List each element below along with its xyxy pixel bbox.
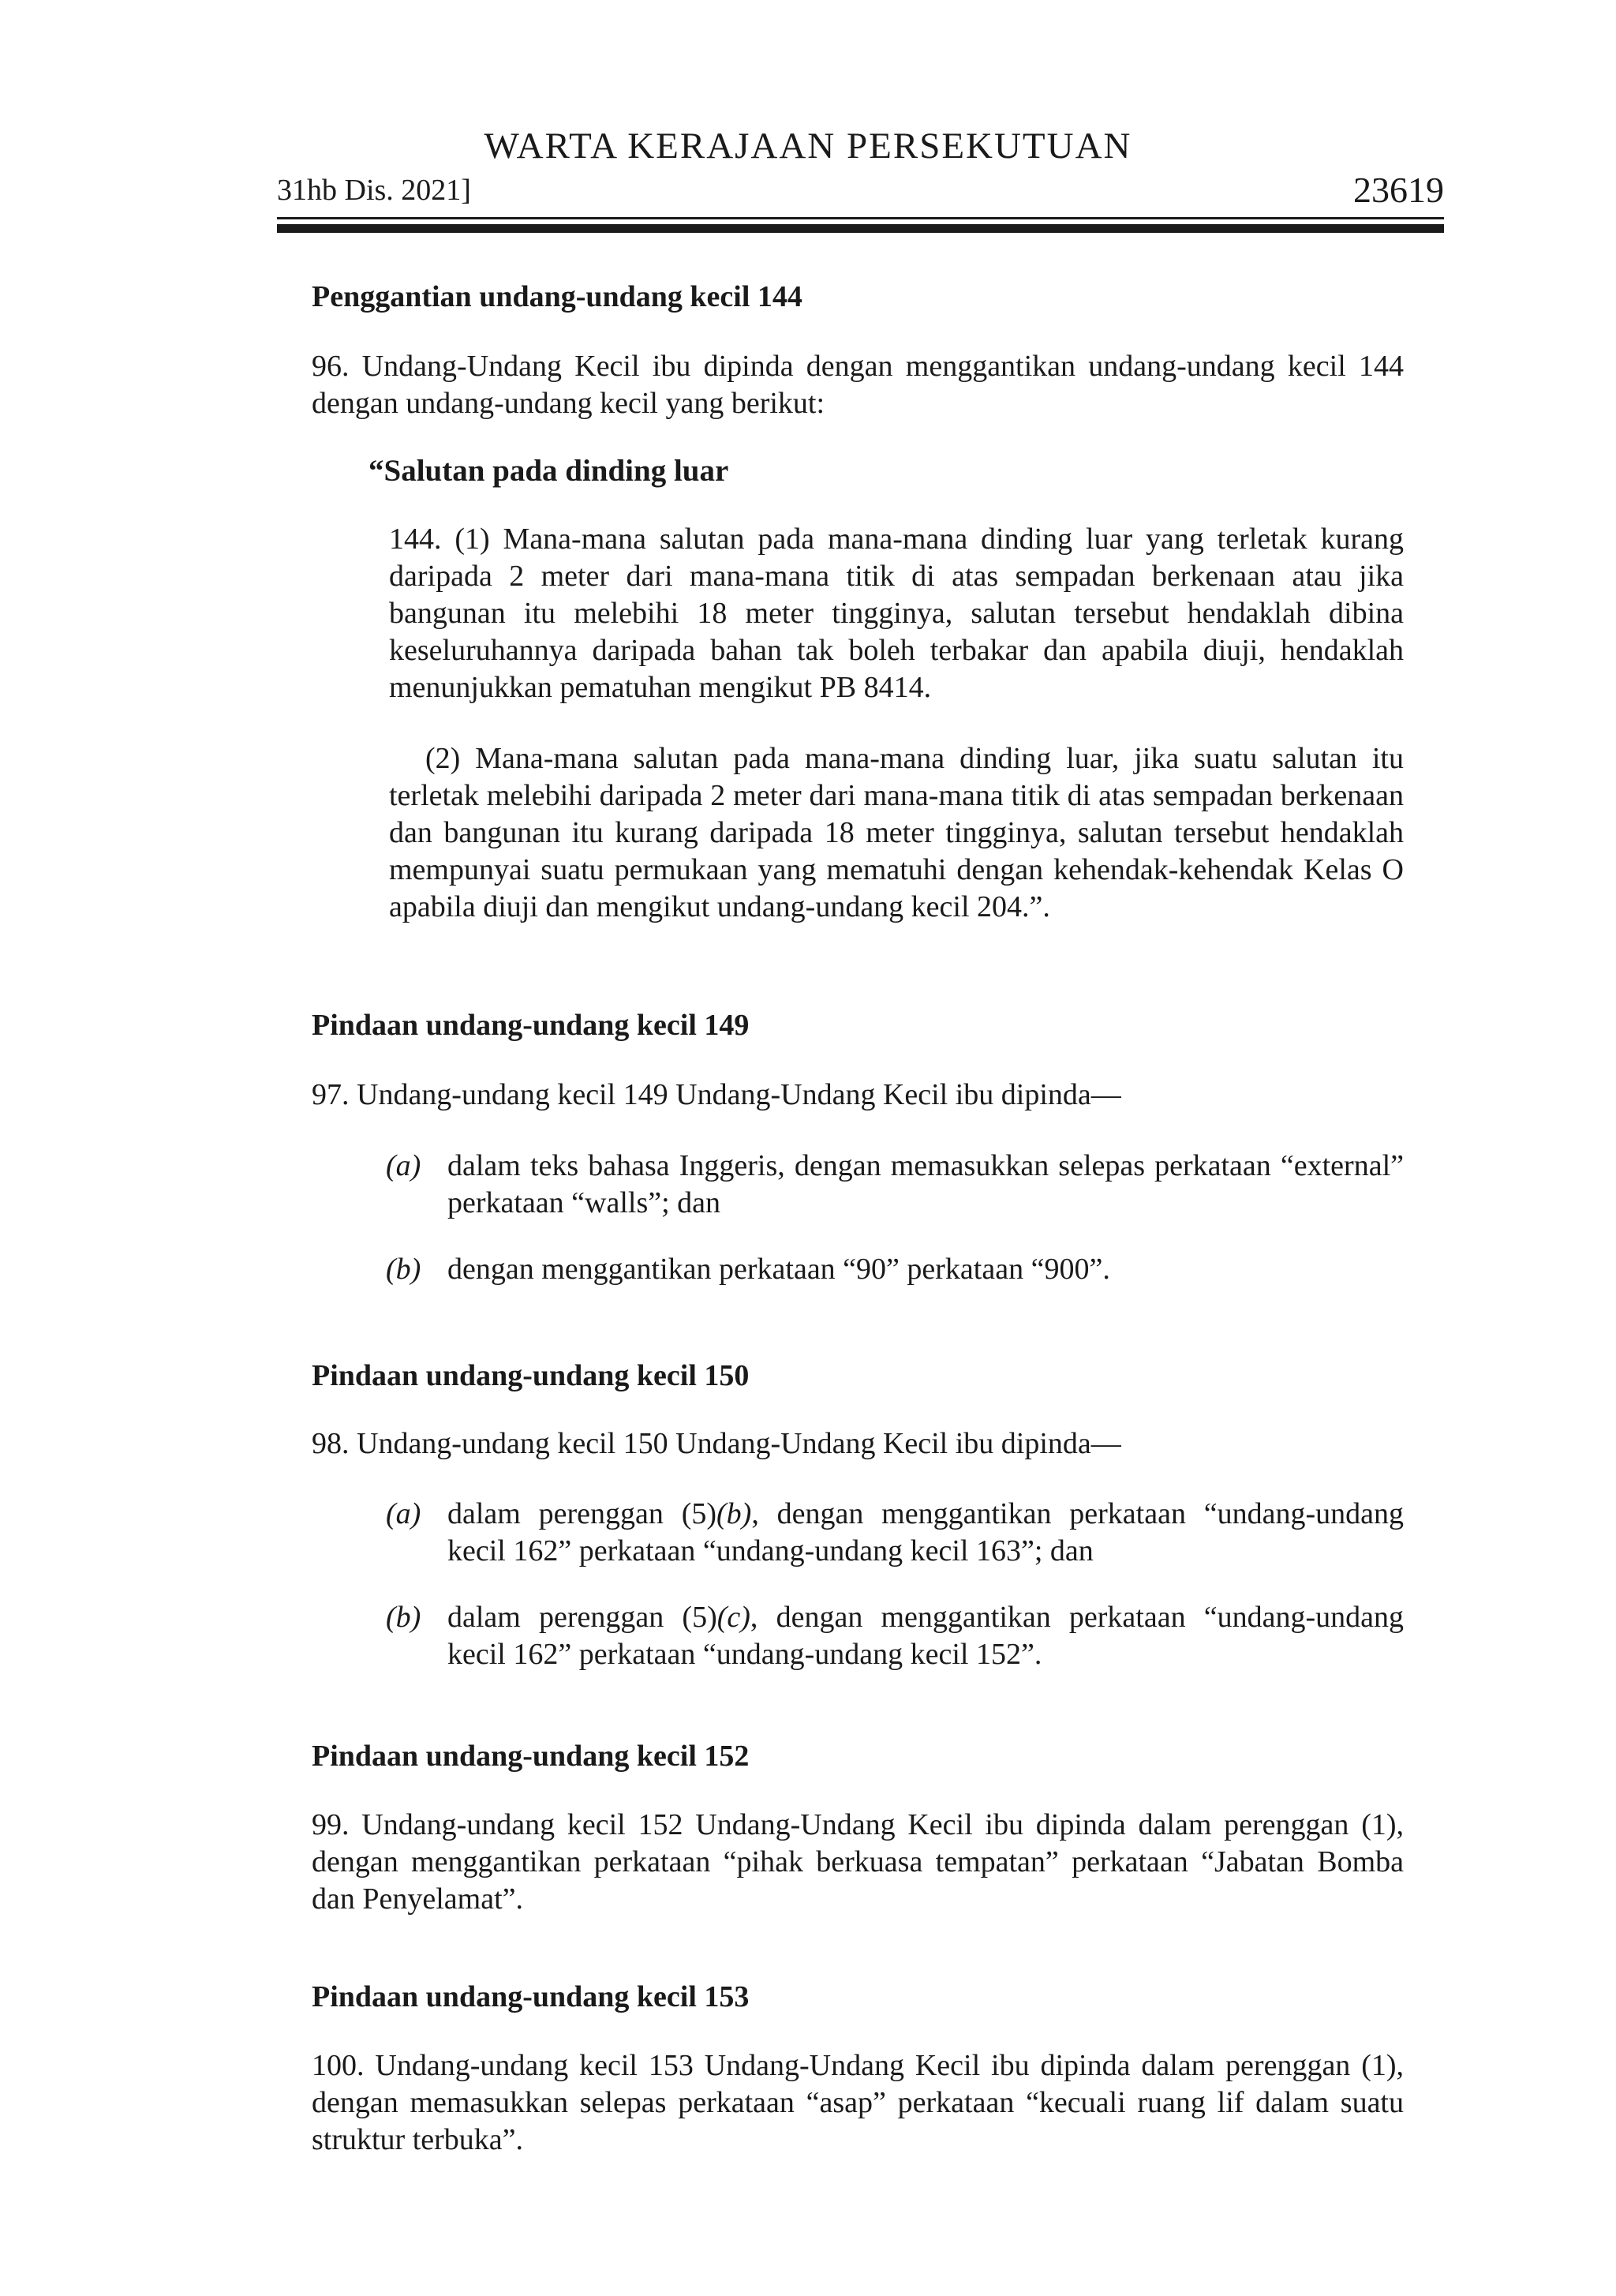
subsection-heading: “Salutan pada dinding luar [368, 454, 729, 488]
section-97-item-b [386, 1251, 1404, 1288]
paragraph-ref: (c) [716, 1601, 750, 1634]
section-99-heading: Pindaan undang-undang kecil 152 [312, 1740, 750, 1773]
item-text [447, 1496, 1404, 1570]
item-label: (b) [386, 1601, 421, 1634]
item-text-pre: dalam perenggan (5) [447, 1497, 717, 1530]
issue-date: 31hb Dis. 2021] [277, 174, 471, 207]
section-98-item-a [386, 1496, 1404, 1570]
gazette-title: WARTA KERAJAAN PERSEKUTUAN [484, 125, 1132, 167]
section-99-text: 99. Undang-undang kecil 152 Undang-Undang Kecil ibu dipinda dalam perenggan (1), dengan menggantikan perkataan “pihak berkuasa tempatan” perkataan “Jabatan Bomba dan Penyelamat”. [312, 1808, 1404, 1916]
section-98-item-b [386, 1599, 1404, 1673]
item-text-post: , dengan menggantikan perkataan “undang-undang kecil 162” perkataan “undang-undang kecil 163”; dan [447, 1497, 1404, 1567]
paragraph-ref: (b) [716, 1497, 752, 1530]
page-number: 23619 [1353, 170, 1444, 210]
bylaw-144-para-2: (2) Mana-mana salutan pada mana-mana dinding luar, jika suatu salutan itu terletak melebihi daripada 2 meter dari mana-mana titik di atas sempadan berkenaan dan bangunan itu kurang daripada 18 meter tingginya, salutan tersebut hendaklah mempunyai suatu permukaan yang mematuhi dengan kehendak-kehendak Kelas O apabila diuji dan mengikut undang-undang kecil 204.”. [389, 742, 1404, 923]
section-96-heading: Penggantian undang-undang kecil 144 [312, 280, 802, 313]
item-text: dengan menggantikan perkataan “90” perkataan “900”. [447, 1253, 1110, 1286]
item-text: dalam teks bahasa Inggeris, dengan memasukkan selepas perkataan “external” perkataan “walls”; dan [447, 1149, 1404, 1219]
section-97-item-a [386, 1148, 1404, 1222]
item-text-pre: dalam perenggan (5) [447, 1601, 717, 1634]
header-rule-thin [277, 217, 1444, 219]
section-100-text: 100. Undang-undang kecil 153 Undang-Undang Kecil ibu dipinda dalam perenggan (1), dengan memasukkan selepas perkataan “asap” perkataan “kecuali ruang lif dalam suatu struktur terbuka”. [312, 2049, 1404, 2156]
section-96-text: 96. Undang-Undang Kecil ibu dipinda dengan menggantikan undang-undang kecil 144 dengan undang-undang kecil yang berikut: [312, 350, 1404, 420]
item-label: (a) [386, 1497, 421, 1530]
section-98-text: 98. Undang-undang kecil 150 Undang-Undang Kecil ibu dipinda— [312, 1427, 1121, 1460]
item-label: (b) [386, 1253, 421, 1286]
section-98-heading: Pindaan undang-undang kecil 150 [312, 1359, 750, 1392]
item-label: (a) [386, 1149, 421, 1182]
item-text-post: , dengan menggantikan perkataan “undang-undang kecil 162” perkataan “undang-undang kecil 152”. [447, 1601, 1404, 1671]
section-97-text: 97. Undang-undang kecil 149 Undang-Undang Kecil ibu dipinda— [312, 1078, 1121, 1111]
bylaw-144-para-1: 144. (1) Mana-mana salutan pada mana-mana dinding luar yang terletak kurang daripada 2 meter dari mana-mana titik di atas sempadan berkenaan atau jika bangunan itu melebihi 18 meter tingginya, salutan tersebut hendaklah dibina keseluruhannya daripada bahan tak boleh terbakar dan apabila diuji, hendaklah menunjukkan pematuhan mengikut PB 8414. [389, 522, 1404, 704]
section-97-heading: Pindaan undang-undang kecil 149 [312, 1009, 750, 1042]
item-text [447, 1599, 1404, 1673]
header-rule-thick [277, 224, 1444, 233]
section-100-heading: Pindaan undang-undang kecil 153 [312, 1980, 750, 2013]
